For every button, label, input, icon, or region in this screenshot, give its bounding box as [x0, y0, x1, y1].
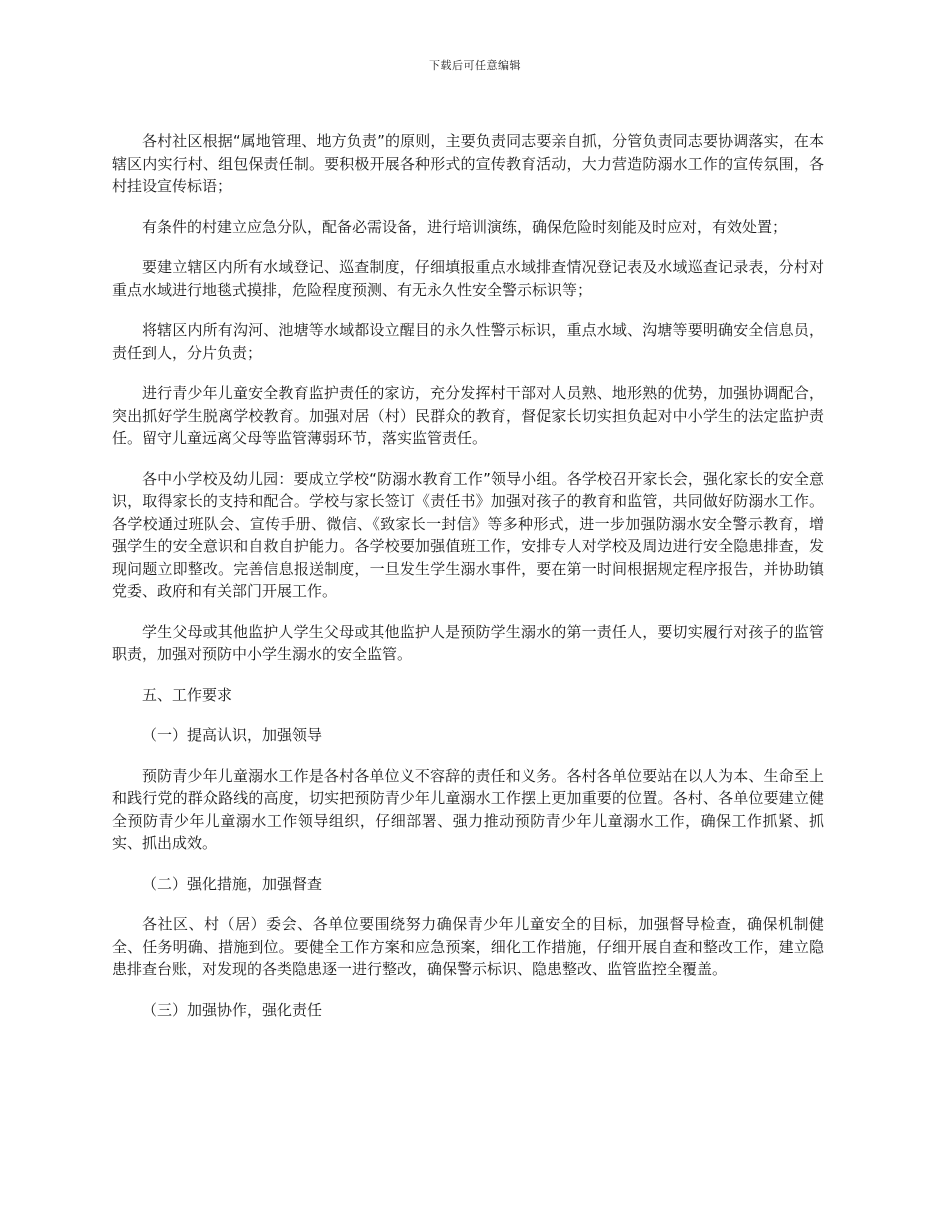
subheading-cooperation: （三）加强协作，强化责任 [142, 1000, 323, 1019]
paragraph-village-responsibility: 各村社区根据“属地管理、地方负责”的原则，主要负责同志要亲自抓，分管负责同志要协调落实，在本辖区内实行村、组包保责任制。要积极开展各种形式的宣传教育活动，大力营造防溺水工作的宣传氛围，各村挂设宣传标语； [112, 132, 824, 195]
paragraph-home-visits: 进行青少年儿童安全教育监护责任的家访，充分发挥村干部对人员熟、地形熟的优势，加强协调配合，突出抓好学生脱离学校教育。加强对居（村）民群众的教育，督促家长切实担负起对中小学生的法定监护责任。留守儿童远离父母等监管薄弱环节，落实监管责任。 [112, 384, 824, 447]
paragraph-emergency-team: 有条件的村建立应急分队，配备必需设备，进行培训演练，确保危险时刻能及时应对，有效处置； [142, 217, 788, 236]
section-heading-work-requirements: 五、工作要求 [142, 685, 233, 704]
paragraph-schools: 各中小学校及幼儿园：要成立学校“防溺水教育工作”领导小组。各学校召开家长会，强化家长的安全意识，取得家长的支持和配合。学校与家长签订《责任书》加强对孩子的教育和监管，共同做好防溺水工作。各学校通过班队会、宣传手册、微信、《致家长一封信》等多种形式，进一步加强防溺水安全警示教育，增强学生的安全意识和自救自护能力。各学校要加强值班工作，安排专人对学校及周边进行安全隐患排查，发现问题立即整改。完善信息报送制度，一旦发生学生溺水事件，要在第一时间根据规定程序报告，并协助镇党委、政府和有关部门开展工作。 [112, 469, 824, 600]
paragraph-parents: 学生父母或其他监护人学生父母或其他监护人是预防学生溺水的第一责任人，要切实履行对孩子的监管职责，加强对预防中小学生溺水的安全监管。 [112, 622, 824, 663]
subheading-measures: （二）强化措施，加强督查 [142, 874, 323, 893]
page-header: 下载后可任意编辑 [429, 59, 521, 72]
subheading-awareness: （一）提高认识，加强领导 [142, 726, 323, 744]
paragraph-water-registration: 要建立辖区内所有水域登记、巡查制度，仔细填报重点水域排查情况登记表及水域巡查记录表，分村对重点水域进行地毯式摸排，危险程度预测、有无永久性安全警示标识等； [112, 258, 824, 299]
document-body [112, 130, 824, 1039]
paragraph-warning-signs: 将辖区内所有沟河、池塘等水域都设立醒目的永久性警示标识，重点水域、沟塘等要明确安全信息员，责任到人，分片负责； [112, 321, 824, 362]
paragraph-prevention-duty: 预防青少年儿童溺水工作是各村各单位义不容辞的责任和义务。各村各单位要站在以人为本、生命至上和践行党的群众路线的高度，切实把预防青少年儿童溺水工作摆上更加重要的位置。各村、各单位要建立健全预防青少年儿童溺水工作领导组织，仔细部署、强力推动预防青少年儿童溺水工作，确保工作抓紧、抓实、抓出成效。 [112, 766, 824, 852]
paragraph-supervision: 各社区、村（居）委会、各单位要围绕努力确保青少年儿童安全的目标，加强督导检查，确保机制健全、任务明确、措施到位。要健全工作方案和应急预案，细化工作措施，仔细开展自查和整改工作，建立隐患排查台账，对发现的各类隐患逐一进行整改，确保警示标识、隐患整改、监管监控全覆盖。 [112, 915, 824, 978]
